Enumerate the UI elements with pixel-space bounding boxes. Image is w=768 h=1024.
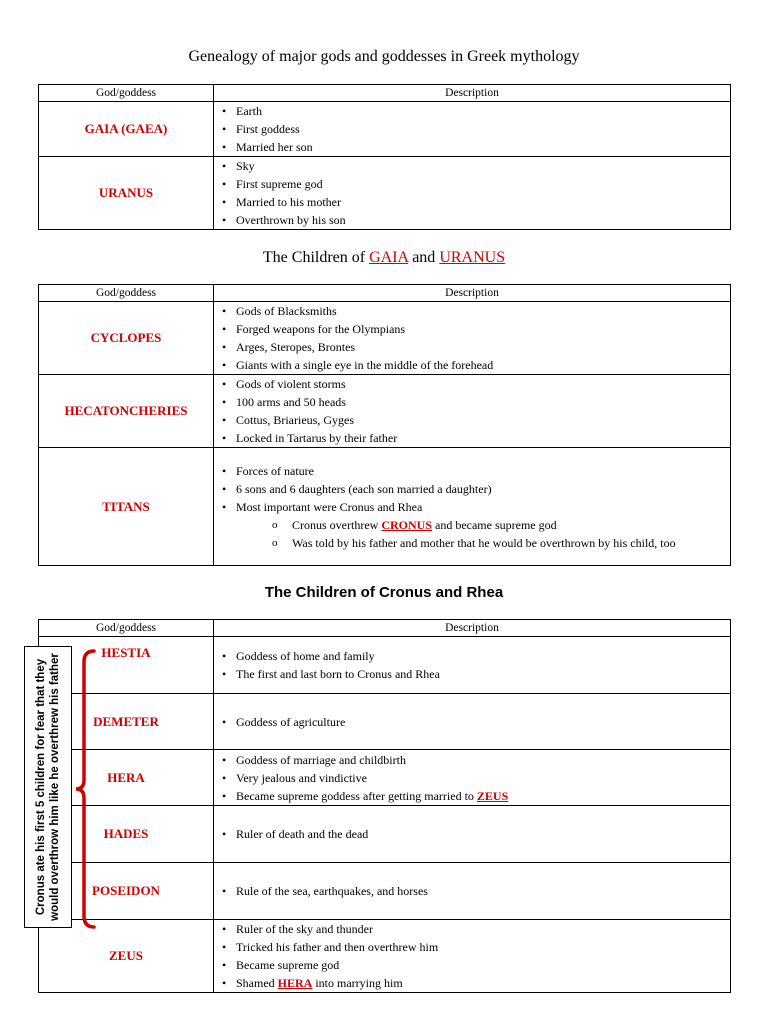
list-item: • The first and last born to Cronus and Rhea — [236, 665, 730, 683]
list-item: • Most important were Cronus and Rhea — [236, 498, 730, 516]
list-item: • Rule of the sea, earthquakes, and horses — [236, 882, 730, 900]
list-item: • Locked in Tartarus by their father — [236, 429, 730, 447]
god-titans: TITANS — [39, 448, 214, 566]
title-gaia: GAIA — [369, 249, 409, 266]
list-item: • Ruler of the sky and thunder — [236, 920, 730, 938]
list-item: • Married her son — [236, 138, 730, 156]
list-item: • Very jealous and vindictive — [236, 769, 730, 787]
primordial-table — [38, 84, 731, 230]
col-header-description: Description — [214, 85, 731, 102]
uranus-description — [214, 157, 730, 229]
list-item: • Overthrown by his son — [236, 211, 730, 229]
god-cyclopes: CYCLOPES — [39, 302, 214, 375]
gaia-description — [214, 102, 730, 156]
god-demeter: DEMETER — [39, 694, 214, 750]
list-item: • Gods of Blacksmiths — [236, 302, 730, 320]
sidenote-text: Cronus ate his first 5 children for fear that they would overthrow him like he overthrew his father — [35, 653, 61, 921]
col-header-god: God/goddess — [39, 285, 214, 302]
sub-list-item: o Was told by his father and mother that he would be overthrown by his child, too — [236, 534, 730, 552]
page-title: Genealogy of major gods and goddesses in Greek mythology — [188, 48, 580, 65]
highlight-zeus: ZEUS — [476, 788, 509, 803]
list-item: • Earth — [236, 102, 730, 120]
sub-list-item: o Cronus overthrew CRONUS and became supreme god — [236, 516, 730, 534]
list-item: • Goddess of home and family — [236, 647, 730, 665]
brace-icon — [72, 648, 102, 930]
col-header-god: God/goddess — [39, 85, 214, 102]
gaia-uranus-children-table — [38, 284, 731, 566]
list-item: • Giants with a single eye in the middle of the forehead — [236, 356, 730, 374]
list-item: • Forces of nature — [236, 462, 730, 480]
god-hestia: HESTIA — [39, 637, 214, 694]
cronus-rhea-children-table — [38, 619, 731, 993]
highlight-cronus: CRONUS — [381, 517, 432, 532]
god-hecatoncheries: HECATONCHERIES — [39, 375, 214, 448]
cronus-sidenote — [24, 646, 72, 928]
list-item: • Arges, Steropes, Brontes — [236, 338, 730, 356]
section-title-gaia-uranus: The Children of GAIA and URANUS — [262, 249, 506, 266]
god-hera: HERA — [39, 750, 214, 806]
god-uranus: URANUS — [39, 157, 214, 230]
god-hades: HADES — [39, 806, 214, 863]
god-gaia: GAIA (GAEA) — [39, 102, 214, 157]
list-item: • First supreme god — [236, 175, 730, 193]
list-item: • Cottus, Briarieus, Gyges — [236, 411, 730, 429]
section-title-cronus-rhea: The Children of Cronus and Rhea — [264, 584, 504, 601]
list-item: • Gods of violent storms — [236, 375, 730, 393]
col-header-description: Description — [214, 285, 731, 302]
list-item: • First goddess — [236, 120, 730, 138]
list-item: • Goddess of marriage and childbirth — [236, 751, 730, 769]
list-item: • Forged weapons for the Olympians — [236, 320, 730, 338]
god-zeus: ZEUS — [39, 920, 214, 993]
title-uranus: URANUS — [439, 249, 506, 266]
list-item: • Sky — [236, 157, 730, 175]
list-item: • 100 arms and 50 heads — [236, 393, 730, 411]
list-item: • Ruler of death and the dead — [236, 825, 730, 843]
list-item: • Tricked his father and then overthrew him — [236, 938, 730, 956]
col-header-description: Description — [214, 620, 731, 637]
list-item: • Shamed HERA into marrying him — [236, 974, 730, 992]
list-item: • Married to his mother — [236, 193, 730, 211]
col-header-god: God/goddess — [39, 620, 214, 637]
list-item: • 6 sons and 6 daughters (each son married a daughter) — [236, 480, 730, 498]
highlight-hera: HERA — [277, 976, 313, 990]
list-item: • Became supreme goddess after getting married to ZEUS — [236, 787, 730, 805]
list-item: • Goddess of agriculture — [236, 713, 730, 731]
list-item: • Became supreme god — [236, 956, 730, 974]
god-poseidon: POSEIDON — [39, 863, 214, 920]
